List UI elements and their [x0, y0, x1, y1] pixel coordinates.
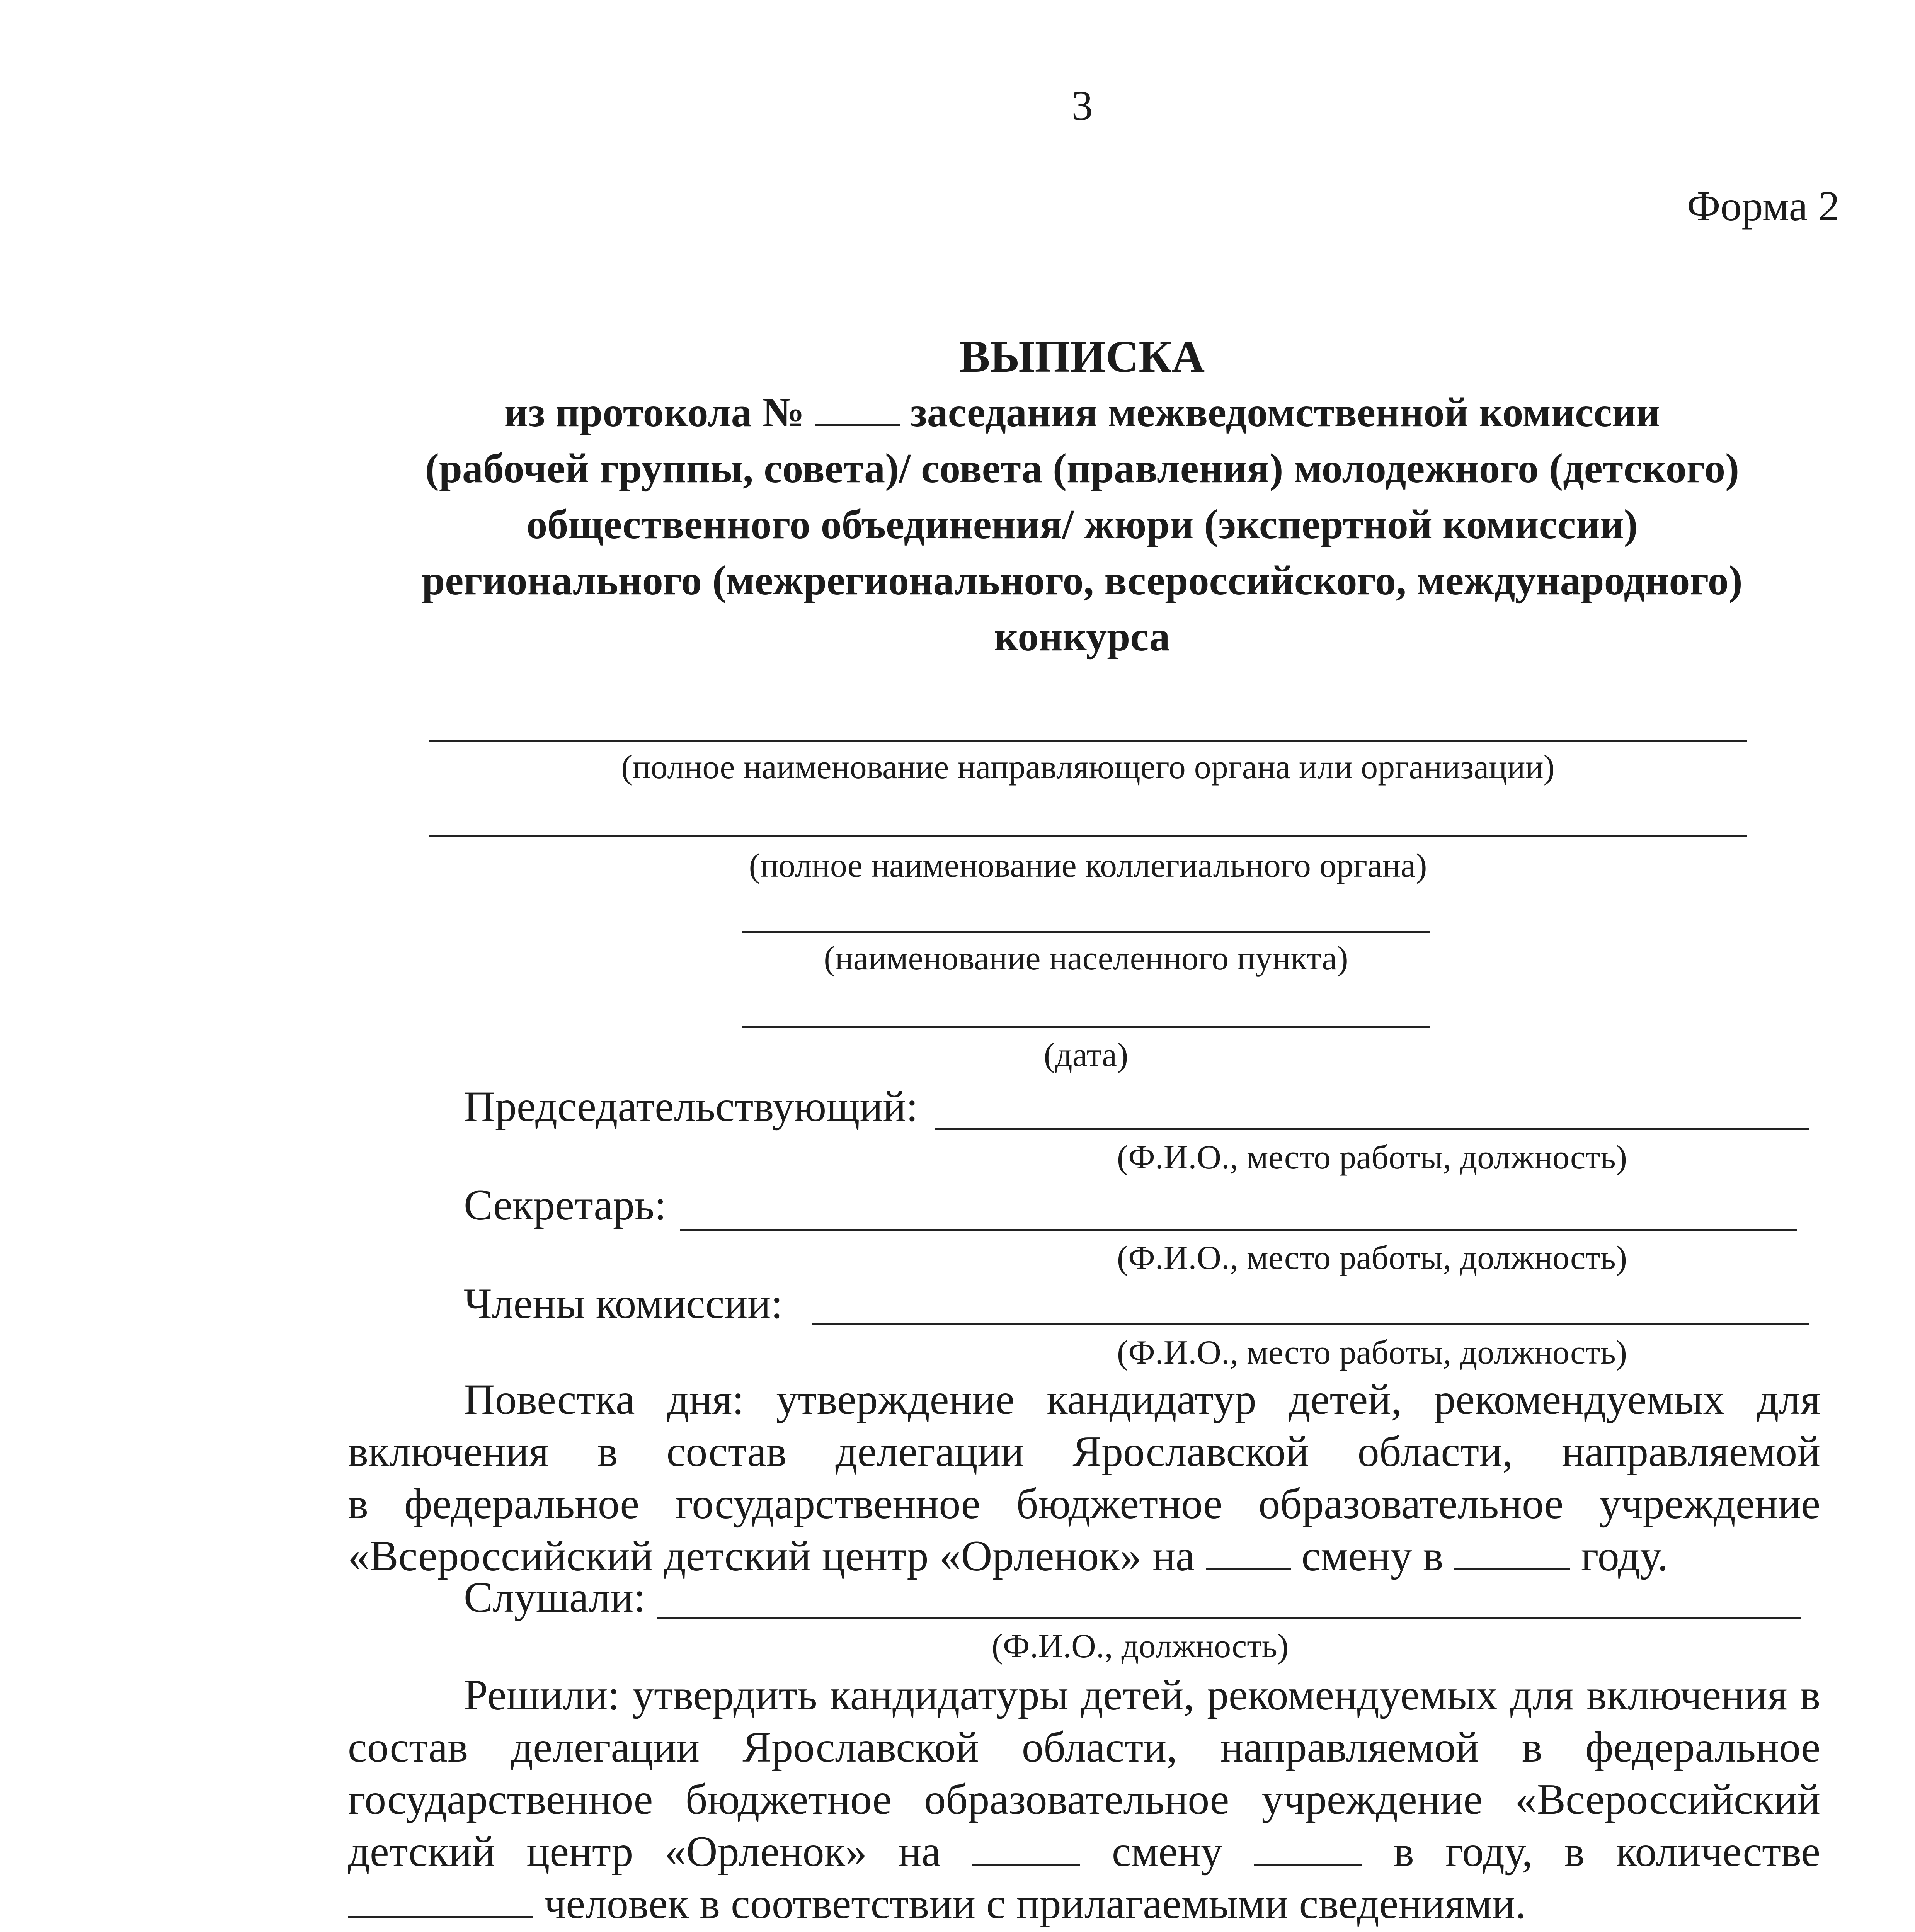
chair-caption: (Ф.И.О., место работы, должность): [1117, 1139, 1627, 1176]
title-line-5: конкурса: [994, 614, 1170, 660]
members-caption: (Ф.И.О., место работы, должность): [1117, 1334, 1627, 1371]
decision-line-3: государственное бюджетное образовательное учреждение «Всероссийский: [348, 1776, 1820, 1823]
decision-shift-field[interactable]: [972, 1827, 1080, 1866]
agenda-year-text: году.: [1581, 1532, 1668, 1580]
decision-line-1: Решили: утвердить кандидатуры детей, рекомендуемых для включения в: [464, 1671, 1820, 1719]
protocol-label: из протокола №: [504, 389, 805, 435]
decision-line-2: состав делегации Ярославской области, направляемой в федеральное: [348, 1723, 1820, 1771]
decision-year-field[interactable]: [1254, 1827, 1362, 1866]
agenda-line-2: включения в состав делегации Ярославской области, направляемой: [348, 1428, 1820, 1476]
decision-count-text: в году, в количестве: [1393, 1828, 1820, 1876]
chair-label: Председательствующий:: [464, 1083, 918, 1131]
agenda-line-1: Повестка дня: утверждение кандидатур детей, рекомендуемых для: [464, 1376, 1820, 1423]
heard-caption: (Ф.И.О., должность): [991, 1628, 1289, 1665]
decision-closing-text: человек в соответствии с прилагаемыми сведениями.: [544, 1880, 1526, 1928]
collegial-body-field[interactable]: [429, 835, 1747, 837]
org-name-caption: (полное наименование направляющего органа или организации): [621, 748, 1555, 786]
protocol-number-field[interactable]: [815, 388, 900, 426]
title-line-4: регионального (межрегионального, всероссийского, международного): [422, 558, 1743, 604]
secretary-field[interactable]: [680, 1229, 1797, 1231]
agenda-line-3: в федеральное государственное бюджетное образовательное учреждение: [348, 1480, 1820, 1528]
decision-shift-text: смену: [1112, 1828, 1223, 1876]
agenda-year-field[interactable]: [1454, 1532, 1570, 1570]
document-title: [348, 328, 1816, 665]
locality-field[interactable]: [742, 931, 1430, 933]
members-label: Члены комиссии:: [464, 1280, 783, 1328]
decision-count-field[interactable]: [348, 1879, 533, 1918]
members-field[interactable]: [812, 1323, 1809, 1325]
date-caption: (дата): [1043, 1036, 1129, 1074]
chair-field[interactable]: [935, 1128, 1809, 1130]
collegial-body-caption: (полное наименование коллегиального органа): [749, 847, 1427, 884]
secretary-caption: (Ф.И.О., место работы, должность): [1117, 1239, 1627, 1277]
meeting-label: заседания межведомственной комиссии: [910, 389, 1660, 435]
org-name-field[interactable]: [429, 740, 1747, 742]
decision-line-5: [348, 1878, 1820, 1930]
agenda-shift-text: смену в: [1301, 1532, 1443, 1580]
form-label: Форма 2: [1687, 182, 1840, 230]
title-line-1: [348, 384, 1816, 440]
decision-line-4: [348, 1826, 1820, 1878]
locality-caption: (наименование населенного пункта): [824, 940, 1348, 977]
decision-camp-text: детский центр «Орленок» на: [348, 1828, 941, 1876]
page-number: 3: [1071, 82, 1093, 129]
agenda-shift-field[interactable]: [1206, 1532, 1291, 1570]
title-line-2: (рабочей группы, совета)/ совета (правления) молодежного (детского): [425, 446, 1740, 492]
heard-label: Слушали:: [464, 1573, 646, 1621]
date-field[interactable]: [742, 1026, 1430, 1028]
title-heading: ВЫПИСКА: [959, 331, 1205, 382]
agenda-camp-text: «Всероссийский детский центр «Орленок» на: [348, 1532, 1195, 1580]
heard-field[interactable]: [657, 1617, 1801, 1619]
decision-paragraph: [348, 1669, 1820, 1930]
title-line-3: общественного объединения/ жюри (экспертной комиссии): [526, 502, 1638, 548]
secretary-label: Секретарь:: [464, 1181, 667, 1229]
agenda-paragraph: [348, 1374, 1820, 1582]
